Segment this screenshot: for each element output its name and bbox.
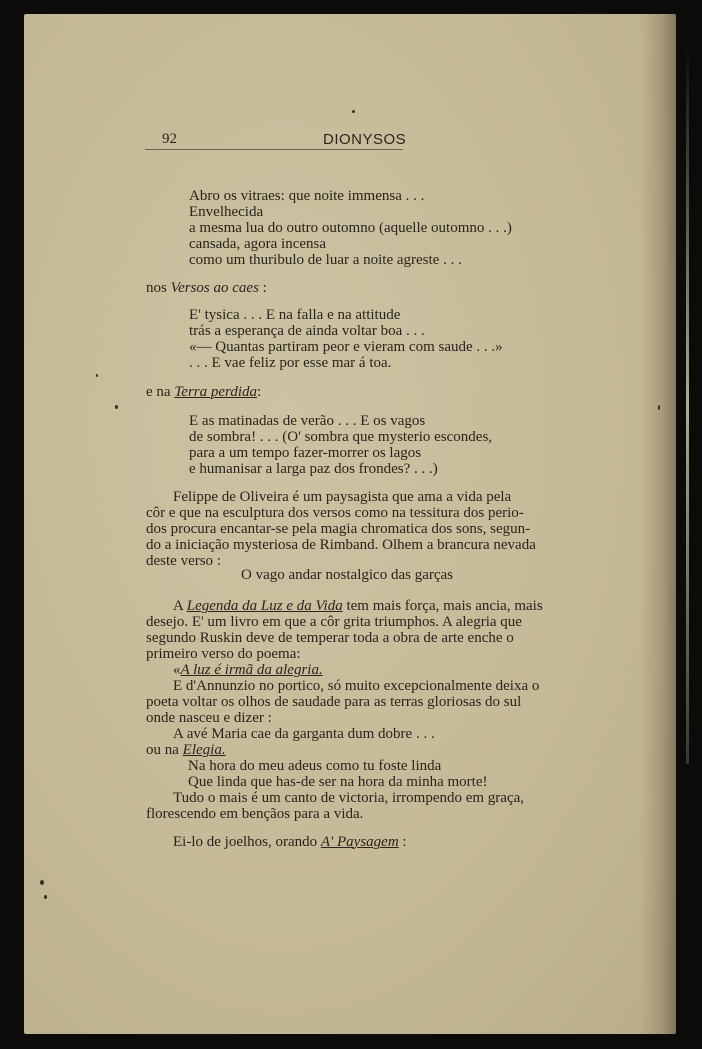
verse-line: trás a esperança de ainda voltar boa . . .	[189, 323, 425, 339]
verse-line: Na hora do meu adeus como tu foste linda	[188, 758, 442, 774]
page-number: 92	[162, 131, 177, 147]
running-title: DIONYSOS	[323, 131, 407, 148]
book-title-terra-perdida: Terra perdida	[174, 384, 257, 400]
book-title-elegia: Elegia.	[182, 742, 226, 758]
paper-speck	[44, 895, 47, 899]
verse-line: de sombra! . . . (O' sombra que mysterio escondes,	[189, 429, 493, 445]
page-edge-shadow	[640, 14, 676, 1034]
page-header	[145, 131, 407, 150]
verse-line: como um thuribulo de luar a noite agreste . . .	[189, 252, 462, 268]
prose-line: onde nasceu e dizer :	[146, 710, 272, 726]
prose-line: Tudo o mais é um canto de victoria, irrompendo em graça,	[173, 790, 525, 806]
paper-speck	[40, 880, 44, 885]
verse-line: E' tysica . . . E na falla e na attitude	[189, 307, 401, 323]
verse-line: Envelhecida	[189, 204, 264, 220]
quoted-verse-italic: A luz é irmã da alegria.	[180, 662, 323, 678]
quoted-verse: O vago andar nostalgico das garças	[241, 567, 454, 583]
prose-line: desejo. E' um livro em que a côr grita triumphos. A alegria que	[146, 614, 522, 630]
prose-line: do a iniciação mysteriosa de Rimband. Olhem a brancura nevada	[146, 537, 536, 553]
prose-line: ou na Elegia.	[146, 742, 226, 758]
book-title-legenda: Legenda da Luz e da Vida	[186, 598, 343, 614]
prose-line: «A luz é irmã da alegria.	[173, 662, 323, 678]
verse-line: a mesma lua do outro outomno (aquelle outomno . . .)	[189, 220, 512, 236]
prose-line: primeiro verso do poema:	[146, 646, 301, 662]
prose-line: florescendo em bençãos para a vida.	[146, 806, 364, 822]
verse-line: e humanisar a larga paz dos frondes? . . .)	[189, 461, 438, 477]
verse-line: E as matinadas de verão . . . E os vagos	[189, 413, 426, 429]
verse-line: cansada, agora incensa	[189, 236, 327, 252]
book-title-paysagem: A' Paysagem	[320, 834, 399, 850]
prose-line: dos procura encantar-se pela magia chromatica dos sons, segun-	[146, 521, 531, 537]
paper-speck	[96, 374, 98, 377]
page-fold-line	[686, 44, 689, 764]
paper-speck	[115, 405, 118, 409]
book-title-versos-ao-caes: Versos ao caes	[170, 280, 259, 296]
paper-speck	[658, 405, 660, 410]
intro-line: e na Terra perdida:	[146, 384, 262, 400]
prose-line: deste verso :	[146, 553, 221, 569]
paper-speck	[352, 110, 355, 113]
prose-line: côr e que na esculptura dos versos como na tessitura dos perio-	[146, 505, 524, 521]
prose-line: A Legenda da Luz e da Vida tem mais força, mais ancia, mais	[173, 598, 543, 614]
prose-line: Felippe de Oliveira é um paysagista que ama a vida pela	[173, 489, 512, 505]
verse-line: Abro os vitraes: que noite immensa . . .	[189, 188, 425, 204]
prose-line: segundo Ruskin deve de temperar toda a obra de arte enche o	[146, 630, 514, 646]
verse-line: . . . E vae feliz por esse mar á toa.	[189, 355, 392, 371]
intro-line: nos Versos ao caes :	[146, 280, 267, 296]
prose-line: Ei-lo de joelhos, orando A' Paysagem :	[173, 834, 407, 850]
verse-line: para a um tempo fazer-morrer os lagos	[189, 445, 422, 461]
verse-line: Que linda que has-de ser na hora da minha morte!	[188, 774, 488, 790]
verse-line: «— Quantas partiram peor e vieram com saude . . .»	[189, 339, 503, 355]
prose-line: poeta voltar os olhos de saudade para as terras gloriosas do sul	[146, 694, 522, 710]
prose-line: E d'Annunzio no portico, só muito excepcionalmente deixa o	[173, 678, 540, 694]
verse-line: A avé Maria cae da garganta dum dobre . . .	[173, 726, 435, 742]
